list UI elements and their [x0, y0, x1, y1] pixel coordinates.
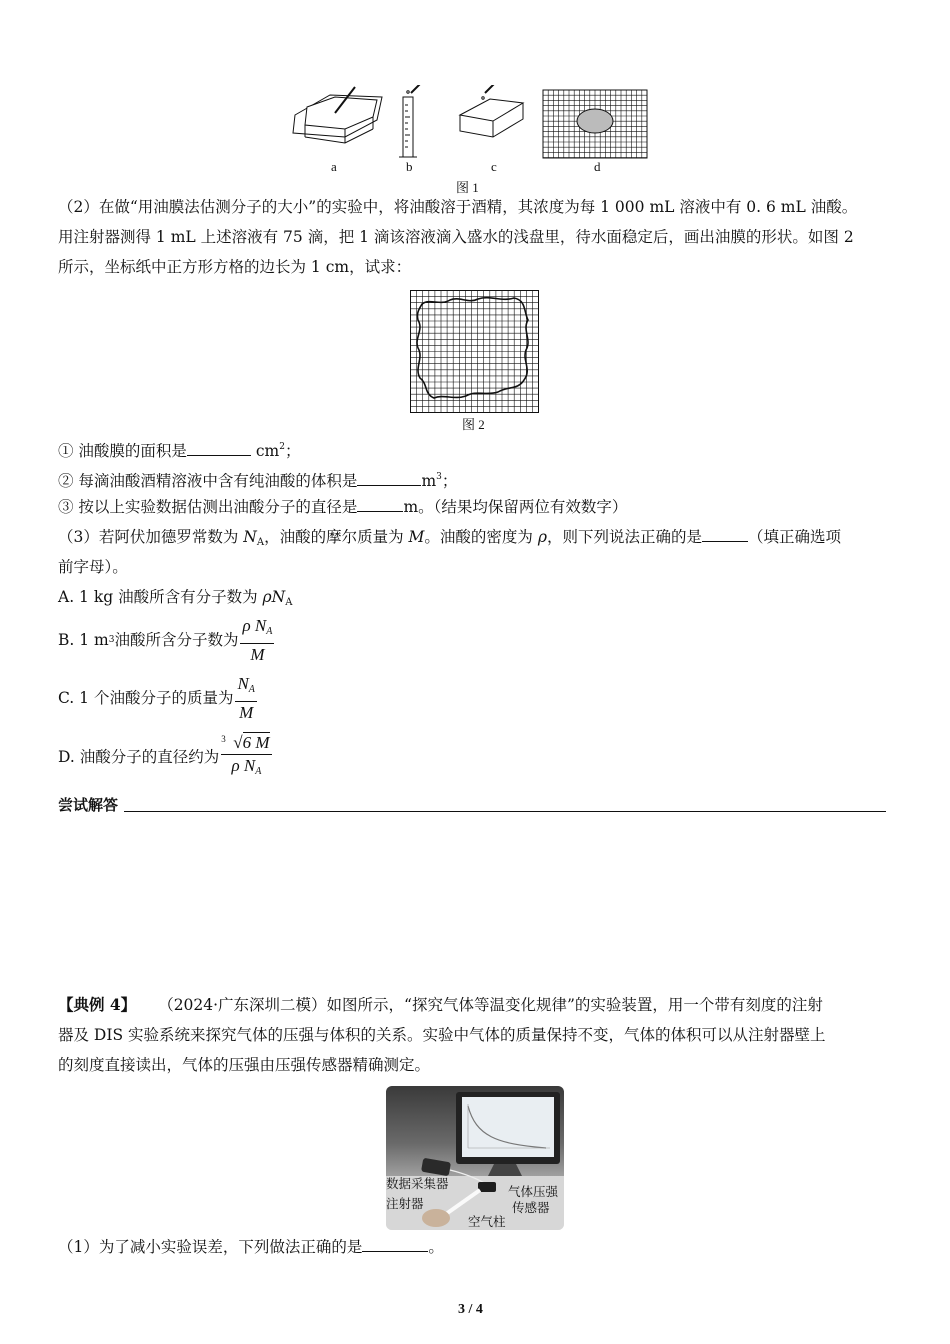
q3-text-1: （3）若阿伏加德罗常数为: [58, 528, 244, 546]
figure-2-caption: 图 2: [462, 417, 485, 432]
option-a-sub: A: [285, 597, 293, 608]
example-4-text-1: （2024·广东深圳二模）如图所示，“探究气体等温变化规律”的实验装置，用一个带有刻度的注射: [158, 996, 823, 1014]
sub2-unit: m: [421, 472, 437, 490]
example-4-line-3: 的刻度直接读出，气体的压强由压强传感器精确测定。: [58, 1056, 431, 1074]
q1-text: （1）为了减小实验误差，下列做法正确的是: [58, 1238, 363, 1256]
option-a-text: A. 1 kg 油酸所含有分子数为: [58, 588, 263, 606]
photo-label-syringe: 注射器: [386, 1196, 424, 1211]
option-c-fraction: [235, 673, 256, 724]
experiment-photo: [386, 1086, 564, 1230]
sub-question-3: [58, 496, 627, 518]
option-c-numerator-sub: A: [248, 683, 255, 695]
figure-1-label-b: b: [406, 159, 413, 174]
option-a[interactable]: [58, 586, 292, 614]
photo-label-collector: 数据采集器: [386, 1176, 449, 1191]
sub2-sup: 3: [436, 472, 442, 482]
photo-label-sensor-1: 气体压强: [508, 1184, 559, 1199]
answer-blank-area[interactable]: [187, 440, 251, 456]
option-d-fraction: 3 √6 M ρ $N_A$: [221, 732, 271, 783]
sub1-post: ；: [284, 442, 301, 460]
figure-1-label-a: a: [331, 159, 337, 174]
figure-2: [410, 290, 540, 414]
option-d-root-index: 3: [221, 733, 226, 744]
option-c-denominator: M: [239, 702, 254, 722]
sub-question-2: [58, 466, 457, 492]
sub-question-1: [58, 436, 301, 462]
option-b-numerator-sub: A: [266, 625, 273, 637]
q3-text-4: ，则下列说法正确的是: [546, 528, 702, 546]
q1-post: 。: [428, 1238, 444, 1256]
option-b-sup: 3: [108, 635, 115, 645]
answer-blank-choice[interactable]: [702, 526, 748, 542]
example-4-line-1: [58, 994, 823, 1016]
sub3-text: ③ 按以上实验数据估测出油酸分子的直径是: [58, 498, 358, 516]
q3-text-5: （填正确选项: [747, 528, 841, 546]
option-b-post: 油酸所含分子数为: [114, 631, 239, 649]
figure-1c-tray: [460, 85, 523, 137]
option-d-denominator: ρ N: [231, 755, 256, 775]
page-number: 3 / 4: [458, 1302, 483, 1317]
option-c[interactable]: [58, 675, 257, 721]
sub2-text: ② 每滴油酸酒精溶液中含有纯油酸的体积是: [58, 472, 358, 490]
figure-1-label-c: c: [491, 159, 497, 174]
figure-1: [285, 85, 665, 177]
example-4-line-2: 器及 DIS 实验系统来探究气体的压强与体积的关系。实验中气体的质量保持不变，气体的体积可以从注射器壁上: [58, 1026, 826, 1044]
q1-line: [58, 1236, 444, 1258]
option-d[interactable]: [58, 733, 272, 781]
q3-symbol-m: M: [408, 528, 425, 546]
q3-line-1: [58, 526, 841, 554]
q3-line-2: 前字母）。: [58, 558, 128, 576]
answer-blank-volume[interactable]: [357, 470, 421, 486]
q3-text-2: ，油酸的摩尔质量为: [264, 528, 409, 546]
answer-blank-q1[interactable]: [362, 1236, 428, 1252]
q3-symbol-a: A: [256, 537, 265, 548]
option-d-text: D. 油酸分子的直径约为: [58, 748, 220, 766]
sub1-unit: cm: [250, 442, 280, 460]
photo-label-air: 空气柱: [468, 1214, 506, 1229]
option-b-numerator: ρ N: [242, 615, 267, 635]
option-c-numerator: N: [237, 673, 249, 693]
option-b[interactable]: [58, 617, 274, 663]
option-a-rho: ρ: [262, 588, 272, 606]
sub3-post: m。（结果均保留两位有效数字）: [403, 498, 628, 516]
q2-line-1: （2）在做“用油膜法估测分子的大小”的实验中，将油酸溶于酒精，其浓度为每 1 000 mL 溶液中有 0. 6 mL 油酸。: [58, 198, 858, 216]
option-c-text: C. 1 个油酸分子的质量为: [58, 689, 234, 707]
option-b-denominator: M: [250, 644, 265, 664]
q3-text-3: 。油酸的密度为: [424, 528, 538, 546]
answer-blank-diameter[interactable]: [357, 496, 403, 512]
figure-1-label-d: d: [594, 159, 601, 174]
option-a-n: N: [271, 588, 286, 606]
q2-line-3: 所示，坐标纸中正方形方格的边长为 1 cm，试求：: [58, 258, 412, 276]
sub1-sup: 2: [279, 442, 285, 452]
figure-1a-tray: [293, 87, 382, 143]
q3-symbol-rho: ρ: [537, 528, 547, 546]
option-b-fraction: [240, 615, 274, 666]
option-d-denominator-sub: A: [255, 765, 262, 777]
q3-symbol-n: N: [243, 528, 257, 546]
sub2-post: ；: [441, 472, 458, 490]
option-b-text: B. 1 m: [58, 631, 109, 649]
photo-label-sensor-2: 传感器: [512, 1200, 550, 1215]
figure-1-caption: 图 1: [456, 180, 479, 195]
q2-line-2: 用注射器测得 1 mL 上述溶液有 75 滴，把 1 滴该溶液滴入盛水的浅盘里，待水面稳定后，画出油膜的形状。如图 2: [58, 228, 854, 246]
figure-1b-cylinder: [399, 85, 436, 157]
try-answer-line[interactable]: [124, 811, 886, 812]
example-4-tag: 【典例 4】: [58, 995, 137, 1014]
option-d-numerator: 6 M: [242, 732, 270, 752]
try-answer-label: 尝试解答: [58, 796, 119, 814]
sub1-text: ① 油酸膜的面积是: [58, 442, 187, 460]
figure-1d-grid: [543, 90, 647, 158]
